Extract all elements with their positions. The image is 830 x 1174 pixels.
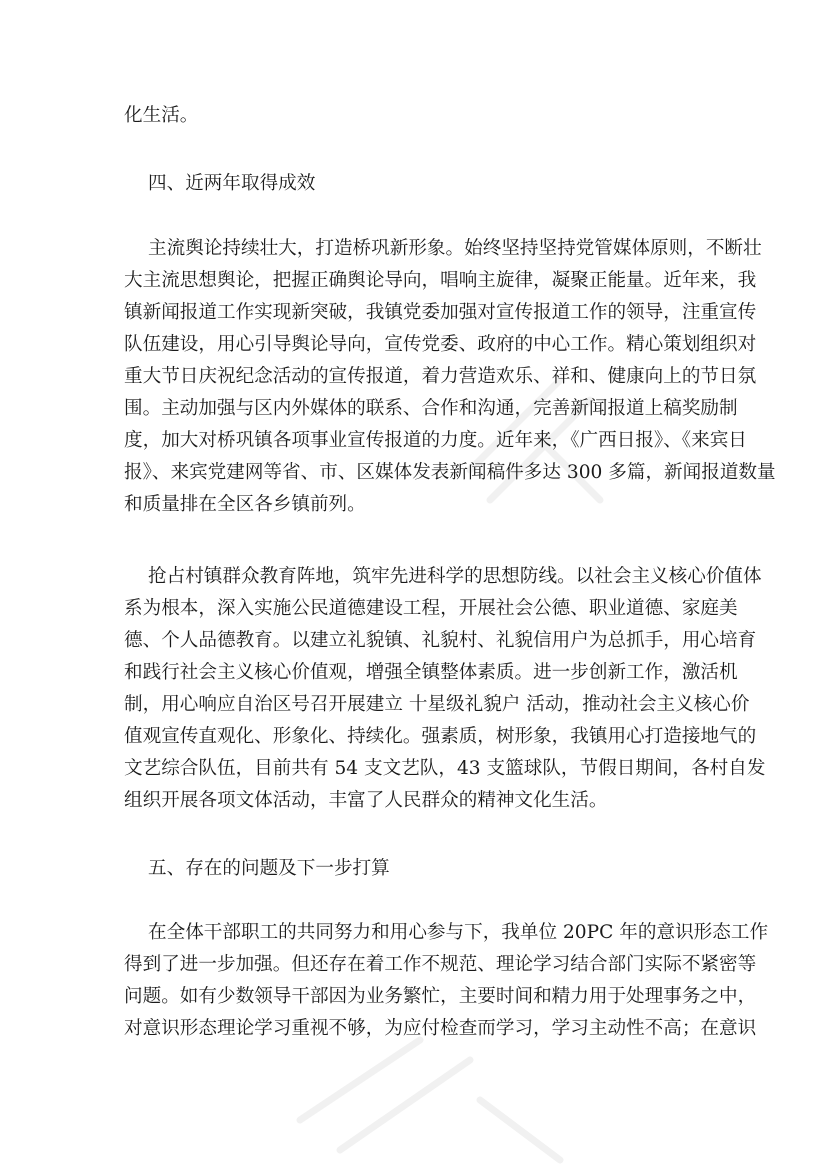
paragraph-line: 重大节日庆祝纪念活动的宣传报道，着力营造欢乐、祥和、健康向上的节日氛 <box>124 366 757 387</box>
paragraph-line: 得到了进一步加强。但还存在着工作不规范、理论学习结合部门实际不紧密等 <box>124 954 757 975</box>
paragraph-line: 主流舆论持续壮大，打造桥巩新形象。始终坚持坚持党管媒体原则，不断壮 <box>148 238 762 259</box>
paragraph-line: 系为根本，深入实施公民道德建设工程，开展社会公德、职业道德、家庭美 <box>124 598 738 619</box>
paragraph-line: 队伍建设，用心引导舆论导向，宣传党委、政府的中心工作。精心策划组织对 <box>124 334 757 355</box>
section-heading: 五、存在的问题及下一步打算 <box>148 858 390 879</box>
paragraph-line: 制，用心响应自治区号召开展建立 十星级礼貌户 活动，推动社会主义核心价 <box>124 694 750 715</box>
section-heading: 四、近两年取得成效 <box>148 173 316 194</box>
paragraph-line: 文艺综合队伍，目前共有 54 支文艺队，43 支篮球队，节假日期间，各村自发 <box>124 758 766 779</box>
paragraph-line: 德、个人品德教育。以建立礼貌镇、礼貌村、礼貌信用户为总抓手，用心培育 <box>124 630 757 651</box>
paragraph-line: 和质量排在全区各乡镇前列。 <box>124 494 366 515</box>
paragraph-line: 组织开展各项文体活动，丰富了人民群众的精神文化生活。 <box>124 790 608 811</box>
paragraph-line: 报》、来宾党建网等省、市、区媒体发表新闻稿件多达 300 多篇，新闻报道数量 <box>124 462 776 483</box>
paragraph-line: 和践行社会主义核心价值观，增强全镇整体素质。进一步创新工作，激活机 <box>124 662 738 683</box>
paragraph-line: 在全体干部职工的共同努力和用心参与下，我单位 20PC 年的意识形态工作 <box>148 922 769 943</box>
paragraph-line: 大主流思想舆论，把握正确舆论导向，唱响主旋律，凝聚正能量。近年来，我 <box>124 270 757 291</box>
paragraph-line: 问题。如有少数领导干部因为业务繁忙，主要时间和精力用于处理事务之中， <box>124 986 757 1007</box>
paragraph-line: 抢占村镇群众教育阵地，筑牢先进科学的思想防线。以社会主义核心价值体 <box>148 566 762 587</box>
paragraph-line: 化生活。 <box>124 105 199 126</box>
paragraph-line: 度，加大对桥巩镇各项事业宣传报道的力度。近年来，《广西日报》、《来宾日 <box>124 430 747 451</box>
paragraph-line: 值观宣传直观化、形象化、持续化。强素质，树形象，我镇用心打造接地气的 <box>124 726 757 747</box>
paragraph-line: 对意识形态理论学习重视不够，为应付检查而学习，学习主动性不高；在意识 <box>124 1018 757 1039</box>
paragraph-line: 镇新闻报道工作实现新突破，我镇党委加强对宣传报道工作的领导，注重宣传 <box>124 302 757 323</box>
paragraph-line: 围。主动加强与区内外媒体的联系、合作和沟通，完善新闻报道上稿奖励制 <box>124 398 738 419</box>
